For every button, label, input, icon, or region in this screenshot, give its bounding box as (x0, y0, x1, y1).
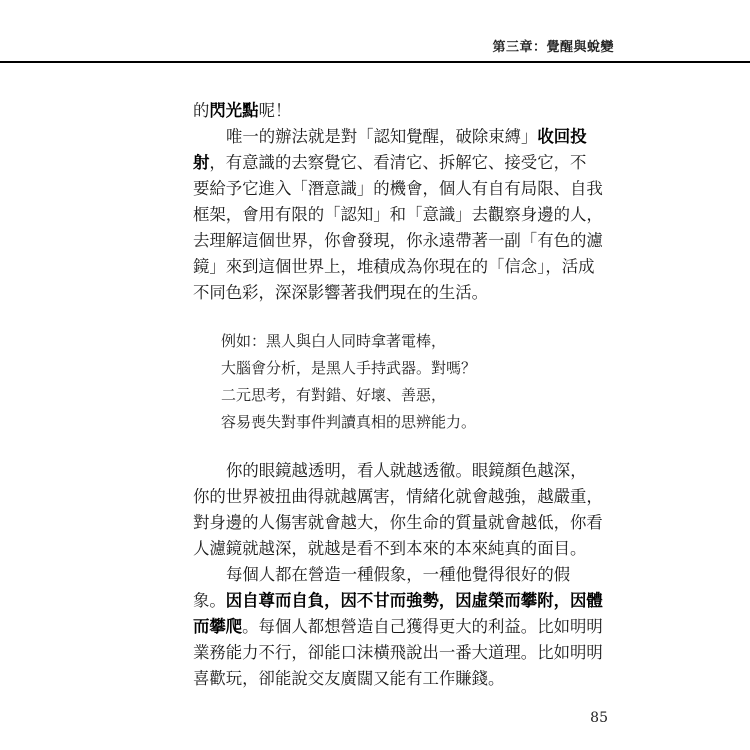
example-quote-block (221, 328, 571, 436)
bold-phrase: 閃光點 (209, 101, 259, 120)
bold-phrase: 而攀爬 (193, 617, 243, 636)
bold-phrase: 因自尊而自負，因不甘而強勢，因虛榮而攀附，因體 (225, 591, 603, 610)
text-line (193, 124, 587, 150)
paragraph-glasses (193, 458, 603, 562)
text-line: 去理解這個世界，你會發現，你永遠帶著一副「有色的濾 (193, 231, 603, 250)
text-run: 象。 (193, 591, 226, 610)
quote-line: 例如：黑人與白人同時拿著電棒， (221, 332, 447, 350)
paragraph-only-way (193, 124, 603, 306)
text-line: 不同色彩，深深影響著我們現在的生活。 (193, 283, 489, 302)
text-line: 鏡」來到這個世界上，堆積成為你現在的「信念」，活成 (193, 257, 595, 276)
quote-line: 大腦會分析，是黑人手持武器。對嗎？ (221, 359, 477, 377)
text-line: 人濾鏡就越深，就越是看不到本來的本來純真的面目。 (193, 539, 587, 558)
text-run: 。每個人都想營造自己獲得更大的利益。比如明明 (242, 617, 603, 636)
text-line: 要給予它進入「潛意識」的機會，個人有自有局限、自我 (193, 179, 603, 198)
text-line: 框架，會用有限的「認知」和「意識」去觀察身邊的人， (193, 205, 603, 224)
text-line (193, 614, 603, 640)
text-run: ，有意識的去察覺它、看清它、拆解它、接受它，不 (209, 153, 587, 172)
page-body (193, 98, 603, 692)
header-rule (0, 61, 750, 63)
text-line: 每個人都在營造一種假象，一種他覺得很好的假 (226, 565, 571, 584)
paragraph-continuation (193, 98, 571, 124)
text-line (193, 98, 571, 124)
quote-line: 容易喪失對事件判讀真相的思辨能力。 (221, 413, 477, 431)
text-line: 對身邊的人傷害就會越大，你生命的質量就會越低，你看 (193, 513, 603, 532)
text-run: 唯一的辦法就是對「認知覺醒，破除束縛」 (226, 127, 538, 146)
text-run: 的 (193, 101, 210, 120)
bold-phrase: 射 (193, 153, 210, 172)
text-run: 呢！ (258, 101, 292, 120)
text-line: 你的世界被扭曲得就越厲害，情緒化就會越強，越嚴重， (193, 487, 603, 506)
section-gap (193, 436, 571, 458)
text-line: 業務能力不行，卻能口沫橫飛說出一番大道理。比如明明 (193, 643, 603, 662)
text-line: 喜歡玩，卻能說交友廣闊又能有工作賺錢。 (193, 669, 505, 688)
paragraph-illusion (193, 562, 603, 692)
bold-phrase: 收回投 (537, 127, 587, 146)
text-line (193, 588, 603, 614)
page-number: 85 (590, 710, 608, 726)
text-line (193, 150, 587, 176)
text-line: 你的眼鏡越透明，看人就越透徹。眼鏡顏色越深， (226, 461, 587, 480)
running-head-chapter-title: 第三章：覺醒與蛻變 (492, 40, 614, 55)
quote-line: 二元思考，有對錯、好壞、善惡， (221, 386, 447, 404)
